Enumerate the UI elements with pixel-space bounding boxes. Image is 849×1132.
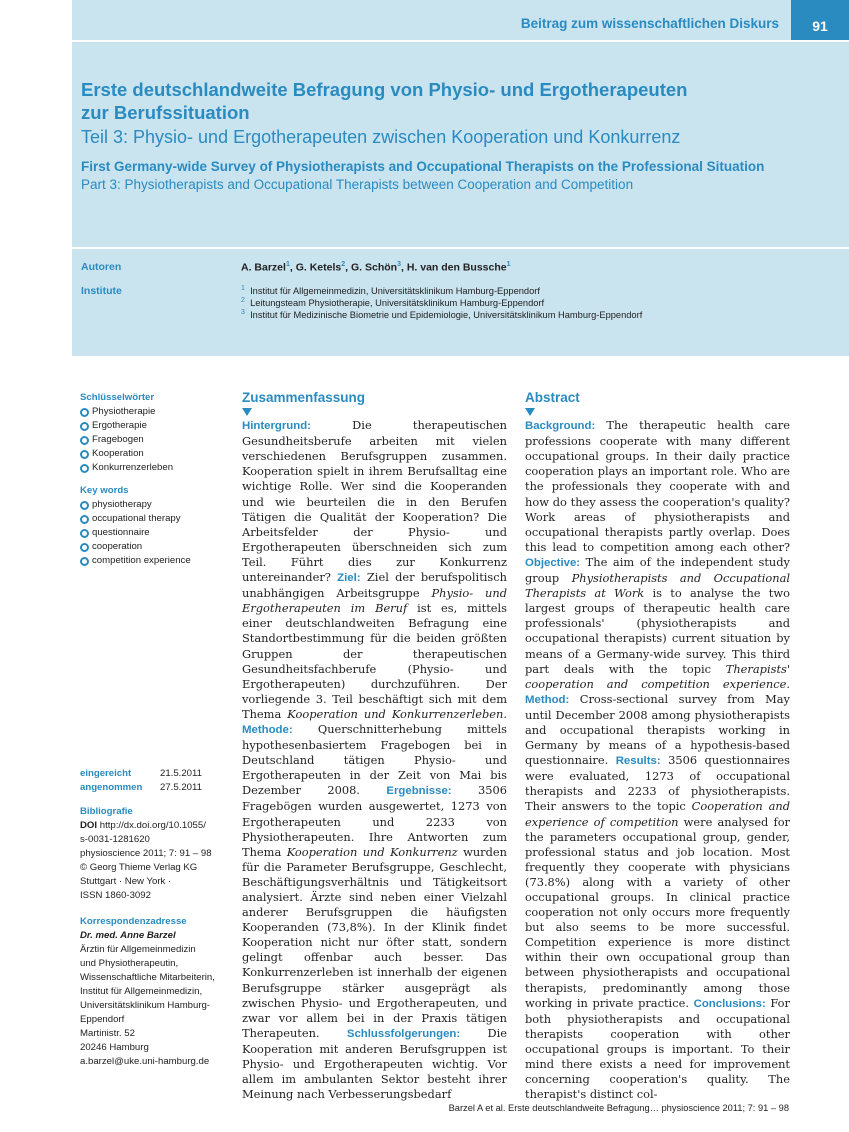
abstract-en-heading: Abstract [525, 390, 580, 405]
keyword-item: Physiotherapie [80, 405, 230, 419]
abstract-de-text: Hintergrund: Die therapeutischen Gesundheitsberufe arbeiten mit vielen verschiedenen Berufsgruppen zusammen. Kooperation spielt in ihrem Berufsalltag eine wichtige Rolle. Wer sind die Kooperanden und wie beurteilen die in den Berufen Tätigen die Qualität der Kooperation? Die Arbeitsfelder der Physio- und Ergotherapeuten überschneiden sich zum Teil. Führt dies zur Konkurrenz untereinander? Ziel: Ziel der berufspolitisch unabhängigen Arbeitsgruppe Physio- und Ergotherapeuten im Beruf ist es, mittels einer deutschlandweiten Befragung eine Standortbestimmung für die beiden größten Gruppen der therapeutischen Gesundheitsfachberufe (Physio- und Ergotherapeuten) durchzuführen. Der vorliegende 3. Teil beschäftigt sich mit dem Thema Kooperation und Konkurrenzerleben. Methode: Querschnitterhebung mittels hypothesenbasiertem Fragebogen bei in Deutschland tätigen Physio- und Ergotherapeuten in der Zeit von Mai bis Dezember 2008. Ergebnisse: 3506 Fragebögen wurden ausgewertet, 1273 von Ergotherapeuten und 2233 von Physiotherapeuten. Ihre Antworten zum Thema Kooperation und Konkurrenz wurden für die Parameter Berufsgruppe, Geschlecht, Beschäftigungsverhältnis und Tätigkeitsort analysiert. Ärzte sind neben einer Vielzahl anderer Berufsgruppen die häufigsten Kooperanden (73,8%). In der Klinik findet Kooperation nicht nur öfter statt, sondern gelingt offenbar auch besser. Das Konkurrenzerleben ist innerhalb der eigenen Berufsgruppe stärker ausgeprägt als zwischen Physio- und Ergotherapeuten, und zwar vor allem bei in der Praxis tätigen Therapeuten. Schlussfolgerungen: Die Kooperation mit anderen Berufsgruppen ist Physio- und Ergotherapeuten wichtig. Vor allem im ambulanten Sektor besteht ihrer Meinung nach Verbesserungsbedarf [242, 418, 508, 1102]
institute-item: $^1$ Institut für Allgemeinmedizin, Universitätsklinikum Hamburg-Eppendorf [241, 285, 540, 297]
institutes-label: Institute [81, 285, 122, 297]
institute-item: $^3$ Institut für Medizinische Biometrie und Epidemiologie, Universitätsklinikum Hamburg-Eppendorf [241, 309, 643, 321]
running-header [72, 0, 849, 40]
author-list: A. Barzel$^1$, G. Ketels$^2$, G. Schön$^3$, H. van den Bussche$^1$ [241, 261, 511, 274]
correspondence-label: Korrespondenzadresse [80, 916, 187, 927]
author-name: A. Barzel [241, 261, 286, 274]
author-name: G. Schön [350, 261, 398, 274]
correspondence [80, 915, 230, 1069]
keyword-item: Fragebogen [80, 433, 230, 447]
address-line: Ärztin für Allgemeinmedizin [80, 944, 196, 955]
address-line: Institut für Allgemeinmedizin, [80, 986, 203, 997]
keywords-en-label: Key words [80, 485, 129, 496]
keyword-item: cooperation [80, 540, 230, 554]
received-date: 21.5.2011 [160, 768, 202, 779]
subtitle-de: Teil 3: Physio- und Ergotherapeuten zwischen Kooperation und Konkurrenz [81, 127, 681, 147]
title-de-line2: zur Berufssituation [81, 102, 250, 123]
received-label: eingereicht [80, 768, 132, 779]
page-number: 91 [791, 0, 849, 40]
address-line: Universitätsklinikum Hamburg- [80, 1000, 211, 1011]
abstract-en-text: Background: The therapeutic health care professions cooperate with many different occupational groups. In their daily practice cooperation plays an important role. Who are the professionals they cooperate with and how do they assess the cooperation's quality? Work areas of physiotherapists and occupational therapists partly overlap. Does this lead to competition among each other? Objective: The aim of the independent study group Physiotherapists and Occupational Therapists at Work is to analyse the two largest groups of therapeutic health care professionals' (physiotherapists and occupational therapists) current situation by means of a Germany-wide survey. This third part deals with the topic Therapists' cooperation and competition experience. Method: Cross-sectional survey from May until December 2008 among physiotherapists and occupational therapists working in Germany by means of a hypothesis-based questionnaire. Results: 3506 questionnaires were evaluated, 1273 of occupational therapists and 2233 of physiotherapists. Their answers to the topic Cooperation and experience of competition were analysed for the parameters occupational group, gender, professional status and job location. Most frequently they cooperate with physicians (73.8%) along with a variety of other occupational groups. In clinical practice cooperation not only occurs more frequently but also seems to be more successful. Competition experience is more distinct within their own occupational group than between physiotherapists and occupational therapists, predominantly among those working in private practice. Conclusions: For both physiotherapists and occupational therapists cooperation with other occupational groups is important. To their mind there exists a need for improvement concerning cooperation's quality. The therapist's distinct col- [525, 418, 791, 1102]
bibliography-label: Bibliografie [80, 806, 133, 817]
publisher: © Georg Thieme Verlag KG [80, 862, 198, 873]
keyword-item: occupational therapy [80, 512, 230, 526]
keyword-item: Konkurrenzerleben [80, 461, 230, 475]
page-footer: Barzel A et al. Erste deutschlandweite Befragung… physioscience 2011; 7: 91 – 98 [448, 1103, 789, 1113]
citation: physioscience 2011; 7: 91 – 98 [80, 848, 212, 859]
triangle-down-icon [525, 408, 535, 416]
abstract-en [525, 390, 790, 1102]
title-de-line1: Erste deutschlandweite Befragung von Physio- und Ergotherapeuten [81, 79, 688, 100]
author-name: H. van den Bussche [406, 261, 507, 274]
keyword-item: Kooperation [80, 447, 230, 461]
bibliography [80, 805, 230, 903]
triangle-down-icon [242, 408, 252, 416]
keyword-item: physiotherapy [80, 498, 230, 512]
abstract-de [242, 390, 507, 1102]
keyword-item: competition experience [80, 554, 230, 568]
abstract-de-heading: Zusammenfassung [242, 390, 366, 405]
submission-dates [80, 767, 202, 795]
accepted-date: 27.5.2011 [160, 782, 202, 793]
keywords-de-label: Schlüsselwörter [80, 392, 155, 403]
address-line: und Physiotherapeutin, [80, 958, 179, 969]
accepted-label: angenommen [80, 782, 143, 793]
subtitle-en: Part 3: Physiotherapists and Occupational Therapists between Cooperation and Competition [81, 177, 634, 192]
address-line: Eppendorf [80, 1014, 125, 1025]
address-line: Martinistr. 52 [80, 1028, 135, 1039]
publisher-city: Stuttgart · New York · [80, 876, 172, 887]
doi-link-cont[interactable]: s-0031-1281620 [80, 834, 150, 845]
issn: ISSN 1860-3092 [80, 890, 151, 901]
authors-label: Autoren [81, 261, 122, 273]
keywords-sidebar [80, 391, 230, 568]
address-line: 20246 Hamburg [80, 1042, 149, 1053]
title-block [72, 42, 849, 247]
journal-section: Beitrag zum wissenschaftlichen Diskurs [520, 16, 779, 31]
doi-link[interactable]: http://dx.doi.org/10.1055/ [99, 820, 206, 831]
title-en: First Germany-wide Survey of Physiotherapists and Occupational Therapists on the Professional Situation [81, 159, 765, 174]
address-line: Wissenschaftliche Mitarbeiterin, [80, 972, 215, 983]
keyword-item: questionnaire [80, 526, 230, 540]
institute-item: $^2$ Leitungsteam Physiotherapie, Universitätsklinikum Hamburg-Eppendorf [241, 297, 545, 309]
keyword-item: Ergotherapie [80, 419, 230, 433]
author-block [72, 249, 849, 356]
author-name: G. Ketels [295, 261, 342, 274]
correspondence-name: Dr. med. Anne Barzel [80, 930, 176, 941]
email-link[interactable]: a.barzel@uke.uni-hamburg.de [80, 1056, 210, 1067]
doi-label: DOI [80, 820, 98, 831]
